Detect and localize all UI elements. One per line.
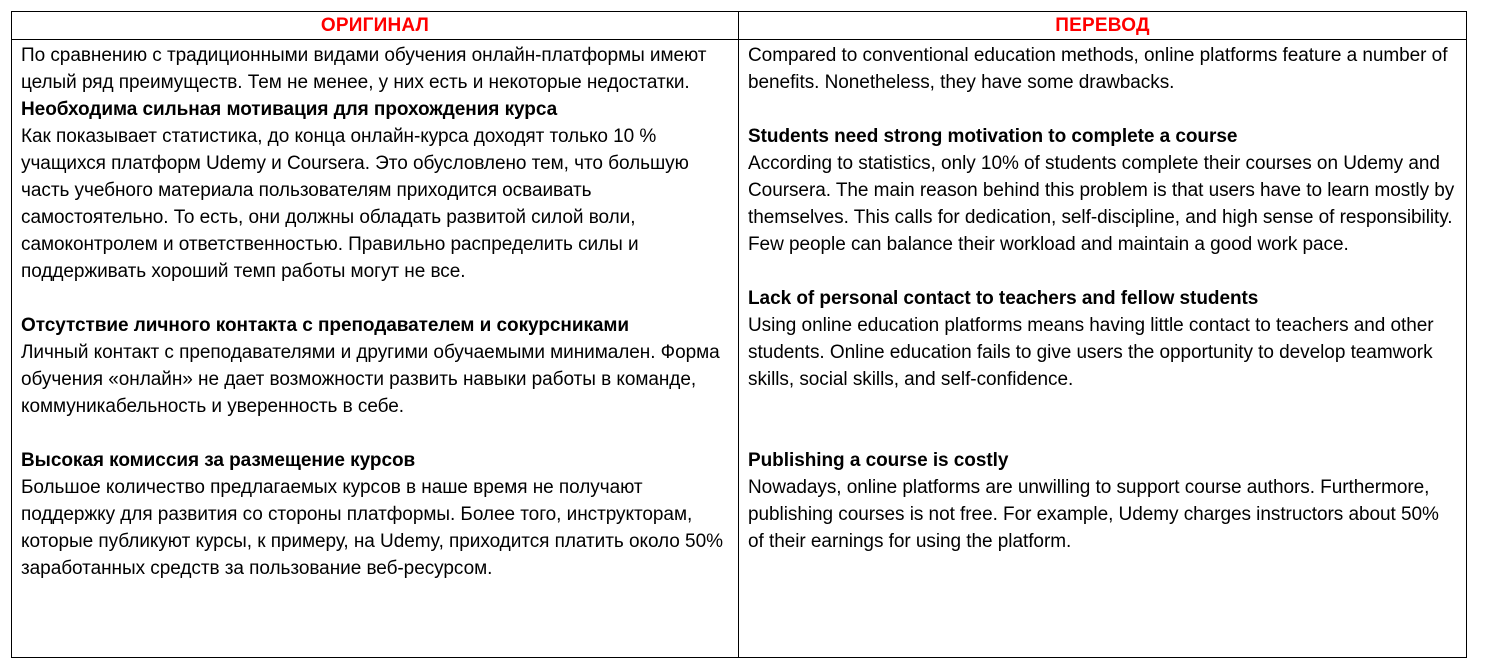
spacer — [748, 96, 1458, 123]
original-section-3-body: Большое количество предлагаемых курсов в наше время не получают поддержку для развития со стороны платформы. Более того, инструкторам, которые публикуют курсы, к примеру, на Udemy, приходится платить около 50% заработанных средств за пользование веб-ресурсом. — [21, 477, 723, 579]
translation-section-1-heading: Students need strong motivation to complete a course — [748, 126, 1238, 147]
translation-section-3-body: Nowadays, online platforms are unwilling to support course authors. Furthermore, publishing courses is not free. For example, Udemy charges instructors about 50% of their earnings for using the platform. — [748, 477, 1439, 552]
translation-table — [11, 11, 1467, 658]
spacer — [748, 393, 1458, 447]
original-text-block — [12, 40, 738, 582]
original-section-2-body: Личный контакт с преподавателями и другими обучаемыми минимален. Форма обучения «онлайн» не дает возможности развить навыки работы в команде, коммуникабельность и уверенность в себе. — [21, 342, 720, 417]
spacer — [21, 420, 730, 447]
original-section-1-body: Как показывает статистика, до конца онлайн-курса доходят только 10 % учащихся платформ Udemy и Coursera. Это обусловлено тем, что большую часть учебного материала пользователям приходится осваивать самостоятельно. То есть, они должны обладать развитой силой воли, самоконтролем и ответственностью. Правильно распределить силы и поддерживать хороший темп работы могут не все. — [21, 126, 689, 282]
header-row — [12, 12, 1467, 40]
translation-section-1-body: According to statistics, only 10% of students complete their courses on Udemy and Coursera. The main reason behind this problem is that users have to learn mostly by themselves. This calls for dedication, self-discipline, and high sense of responsibility. Few people can balance their workload and maintain a good work pace. — [748, 153, 1455, 255]
content-row — [12, 40, 1467, 658]
header-original: ОРИГИНАЛ — [12, 12, 739, 40]
header-translation: ПЕРЕВОД — [739, 12, 1467, 40]
translation-cell — [739, 40, 1467, 658]
spacer — [748, 258, 1458, 285]
original-section-2-heading: Отсутствие личного контакта с преподавателем и сокурсниками — [21, 315, 630, 336]
spacer — [21, 285, 730, 312]
translation-text-block — [739, 40, 1466, 555]
original-cell — [12, 40, 739, 658]
original-intro: По сравнению с традиционными видами обучения онлайн-платформы имеют целый ряд преимуществ. Тем не менее, у них есть и некоторые недостатки. — [21, 45, 707, 93]
original-section-3-heading: Высокая комиссия за размещение курсов — [21, 450, 416, 471]
translation-intro: Compared to conventional education methods, online platforms feature a number of benefits. Nonetheless, they have some drawbacks. — [748, 45, 1448, 93]
original-section-1-heading: Необходима сильная мотивация для прохождения курса — [21, 99, 558, 120]
translation-section-2-heading: Lack of personal contact to teachers and fellow students — [748, 288, 1259, 309]
translation-section-3-heading: Publishing a course is costly — [748, 450, 1009, 471]
translation-section-2-body: Using online education platforms means having little contact to teachers and other students. Online education fails to give users the opportunity to develop teamwork skills, social skills, and self-confidence. — [748, 315, 1434, 390]
